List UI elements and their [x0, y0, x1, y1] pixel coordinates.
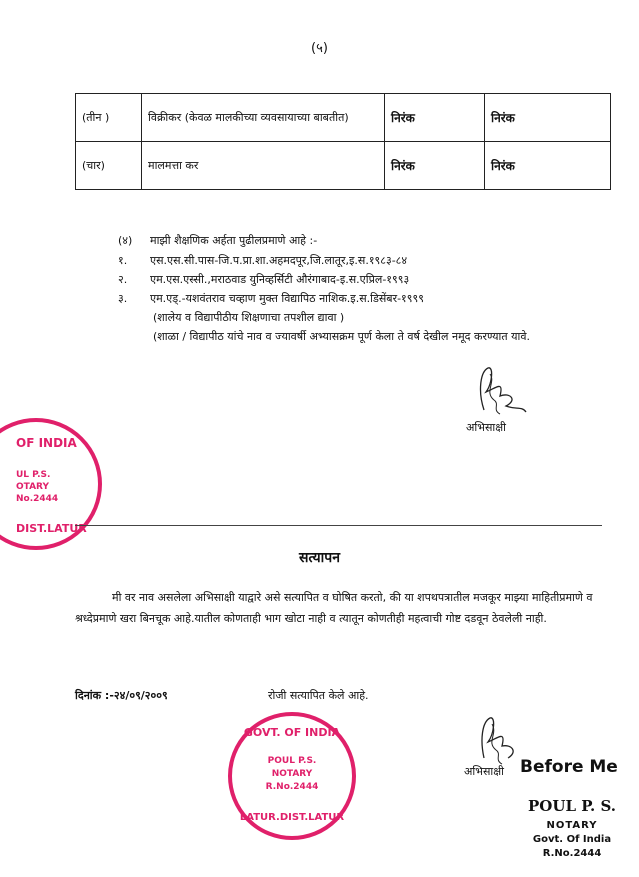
verification-paragraph: मी वर नाव असलेला अभिसाक्षी याद्वारे असे सत्यापित व घोषित करतो, की या शपथपत्रातील मजकूर माझ्या माहितीप्रमाणे व श्रध्देप्रमाणे खरा बिनचूक आहे.यातील कोणताही भाग खोटा नाही व त्यातून कोणतीही महत्वाची गोष्ट दडवून ठेवलेली नाही.	[75, 591, 593, 625]
notary-stamp	[228, 712, 356, 840]
signature-scribble	[470, 362, 530, 420]
table-row	[76, 142, 611, 190]
education-heading-number: (४)	[118, 234, 133, 247]
stamp-text: OF INDIA	[16, 436, 77, 450]
stamp-text: DIST.LATUR	[16, 522, 87, 535]
before-me: Before Me	[520, 757, 618, 777]
stamp-text: R.No.2444	[265, 782, 319, 792]
stamp-text: POUL P.S.	[267, 756, 317, 766]
education-item-number: २.	[118, 273, 128, 286]
notary-reg: R.No.2444	[542, 848, 602, 859]
notary-title: NOTARY	[546, 820, 598, 831]
page-number: (५)	[311, 41, 328, 56]
notary-govt: Govt. Of India	[532, 834, 612, 845]
education-heading: माझी शैक्षणिक अर्हता पुढीलप्रमाणे आहे :-	[150, 234, 318, 247]
verification-date: दिनांक :-२४/०९/२००९	[75, 689, 168, 702]
stamp-text: LATUR.DIST.LATUR	[239, 812, 345, 823]
row-value-2: निरंक	[485, 94, 611, 142]
signature-label: अभिसाक्षी	[466, 421, 507, 434]
notary-name: POUL P. S.	[528, 797, 616, 815]
stamp-text: GOVT. OF INDIA	[243, 726, 341, 739]
education-item-number: ३.	[118, 292, 128, 305]
stamp-text: No.2444	[16, 494, 59, 504]
stamp-text: UL P.S.	[16, 470, 51, 480]
education-item: एम.एस.एस्सी.,मराठवाड युनिव्हर्सिटी औरंगाबाद-इ.स.एप्रिल-१९९३	[150, 273, 410, 286]
row-item: मालमत्ता कर	[142, 142, 385, 190]
education-item-number: १.	[118, 254, 128, 267]
row-number: (तीन )	[76, 94, 142, 142]
stamp-text: NOTARY	[271, 769, 313, 779]
row-value-1: निरंक	[385, 94, 485, 142]
education-item: एम.एड्.-यशवंतराव चव्हाण मुक्त विद्यापिठ नाशिक.इ.स.डिसेंबर-१९९९	[150, 292, 424, 305]
verification-date-suffix: रोजी सत्यापित केले आहे.	[268, 689, 369, 702]
row-value-2: निरंक	[485, 142, 611, 190]
signature-scribble	[474, 712, 526, 766]
stamp-text: OTARY	[16, 482, 50, 492]
row-item: विक्रीकर (केवळ मालकीच्या व्यवसायाच्या बाबतीत)	[142, 94, 385, 142]
property-table	[75, 93, 611, 190]
education-note: (शाळा / विद्यापीठ यांचे नाव व ज्यावर्षी अभ्यासक्रम पूर्ण केला ते वर्ष देखील नमूद करण्यात यावे.	[153, 330, 531, 343]
table-row	[76, 94, 611, 142]
notary-stamp-partial	[0, 418, 102, 550]
divider	[75, 525, 602, 526]
row-value-1: निरंक	[385, 142, 485, 190]
education-note: (शालेय व विद्यापीठीय शिक्षणाचा तपशील द्यावा )	[153, 311, 345, 324]
verification-title: सत्यापन	[299, 550, 340, 566]
signature-label: अभिसाक्षी	[464, 765, 505, 778]
education-item: एस.एस.सी.पास-जि.प.प्रा.शा.अहमदपूर,जि.लातूर,इ.स.१९८३-८४	[150, 254, 408, 267]
row-number: (चार)	[76, 142, 142, 190]
